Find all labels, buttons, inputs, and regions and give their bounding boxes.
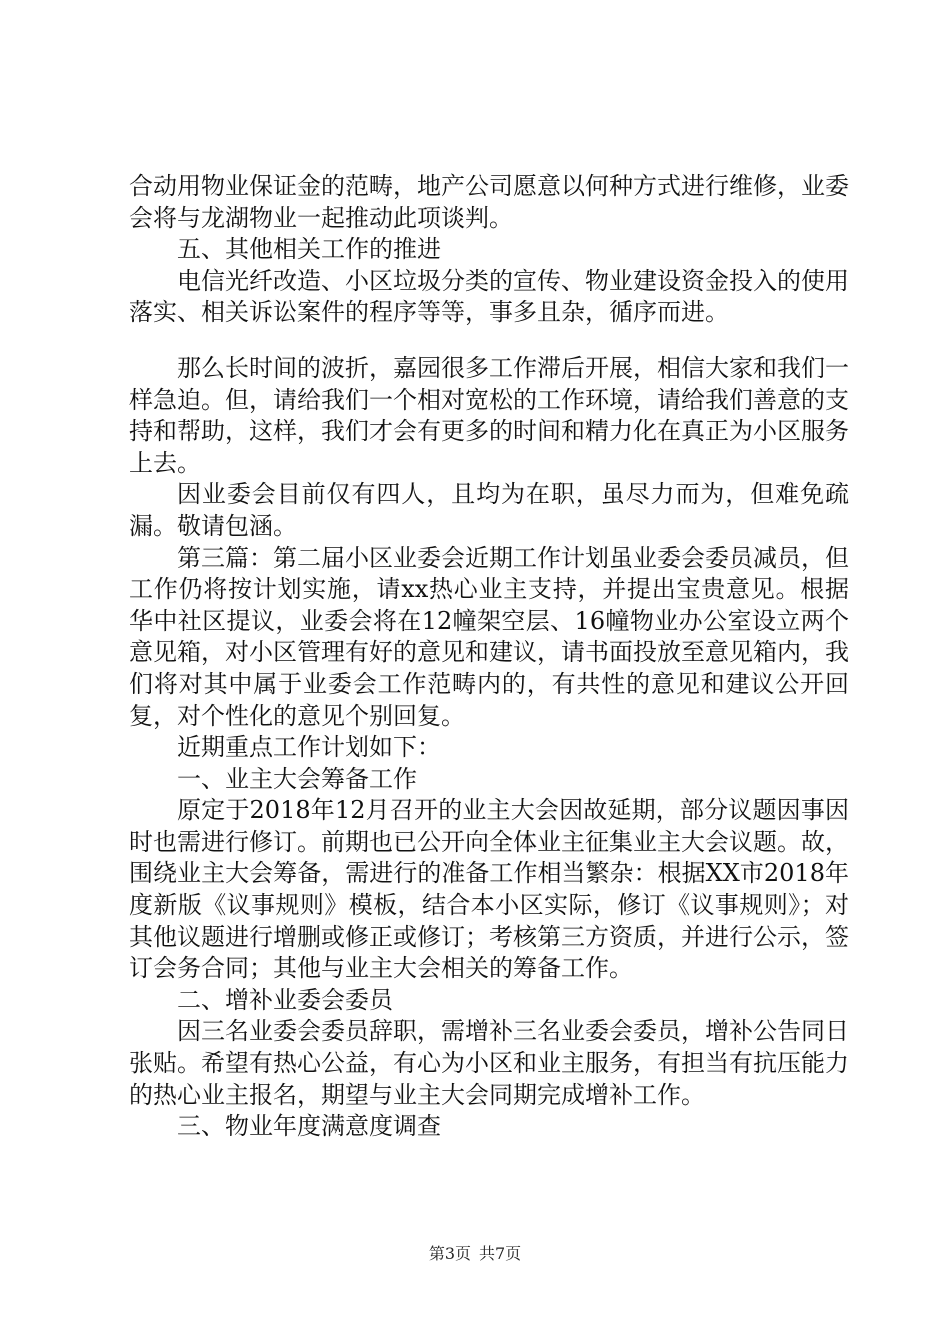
paragraph-6: 近期重点工作计划如下：: [177, 733, 441, 762]
section-heading-2: 二、增补业委会委员: [177, 985, 393, 1014]
section-heading-5: 五、其他相关工作的推进: [177, 235, 441, 264]
paragraph-7: 原定于2018年12月召开的业主大会因故延期，部分议题因事因时也需进行修订。前期也已公开向全体业主征集业主大会议题。故，围绕业主大会筹备，需进行的准备工作相当繁杂：根据XX市2018年度新版《议事规则》模板，结合本小区实际，修订《议事规则》；对其他议题进行增删或修正或修订；考核第三方资质，并进行公示，签订会务合同；其他与业主大会相关的筹备工作。: [129, 796, 849, 983]
paragraph-2: 电信光纤改造、小区垃圾分类的宣传、物业建设资金投入的使用落实、相关诉讼案件的程序等等，事多且杂，循序而进。: [129, 266, 849, 327]
section-heading-3: 三、物业年度满意度调查: [177, 1112, 441, 1141]
paragraph-3: 那么长时间的波折，嘉园很多工作滞后开展，相信大家和我们一样急迫。但，请给我们一个相对宽松的工作环境，请给我们善意的支持和帮助，这样，我们才会有更多的时间和精力化在真正为小区服务上去。: [129, 353, 849, 477]
page-number: 第3页: [428, 1244, 471, 1263]
paragraph-8: 因三名业委会委员辞职，需增补三名业委会委员，增补公告同日张贴。希望有热心公益，有心为小区和业主服务，有担当有抗压能力的热心业主报名，期望与业主大会同期完成增补工作。: [129, 1017, 849, 1109]
page-total: 共7页: [479, 1244, 522, 1263]
page-footer: [0, 1244, 950, 1264]
paragraph-4: 因业委会目前仅有四人，且均为在职，虽尽力而为，但难免疏漏。敬请包涵。: [129, 480, 849, 540]
paragraph-1: 合动用物业保证金的范畴，地产公司愿意以何种方式进行维修，业委会将与龙湖物业一起推动此项谈判。: [129, 172, 849, 232]
section-heading-1: 一、业主大会筹备工作: [177, 764, 417, 793]
paragraph-gap: [129, 329, 849, 353]
document-body: [129, 171, 849, 1143]
paragraph-5: 第三篇：第二届小区业委会近期工作计划虽业委会委员减员，但工作仍将按计划实施，请xx热心业主支持，并提出宝贵意见。根据华中社区提议，业委会将在12幢架空层、16幢物业办公室设立两个意见箱，对小区管理有好的意见和建议，请书面投放至意见箱内，我们将对其中属于业委会工作范畴内的，有共性的意见和建议公开回复，对个性化的意见个别回复。: [129, 543, 849, 730]
